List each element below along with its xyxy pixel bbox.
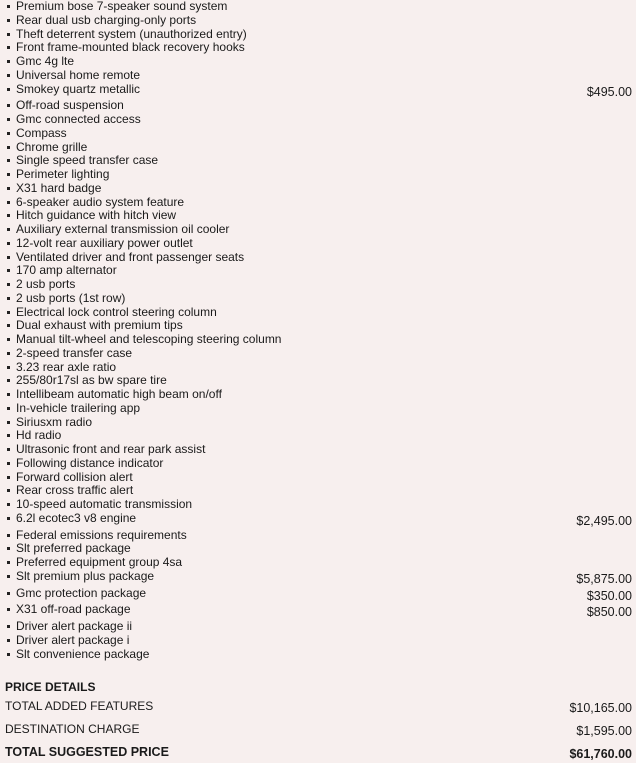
feature-label: Gmc protection package (16, 585, 147, 600)
bullet-icon (7, 5, 10, 8)
feature-item (0, 251, 636, 265)
bullet-icon (7, 256, 10, 259)
feature-label: Premium bose 7-speaker sound system (16, 0, 228, 13)
bullet-icon (7, 379, 10, 382)
destination-charge-label: DESTINATION CHARGE (5, 722, 140, 736)
feature-label: Ventilated driver and front passenger seats (16, 249, 245, 264)
feature-item (0, 113, 636, 127)
bullet-icon (7, 283, 10, 286)
feature-item (0, 570, 636, 587)
feature-item (0, 306, 636, 320)
feature-price: $5,875.00 (576, 571, 632, 586)
feature-label: 2 usb ports (1st row) (16, 290, 126, 305)
bullet-icon (7, 173, 10, 176)
feature-label: Single speed transfer case (16, 153, 159, 168)
bullet-icon (7, 297, 10, 300)
feature-label: In-vehicle trailering app (16, 400, 141, 415)
feature-label: Rear cross traffic alert (16, 483, 134, 498)
bullet-icon (7, 434, 10, 437)
bullet-icon (7, 201, 10, 204)
feature-item (0, 319, 636, 333)
total-suggested-price-row (0, 745, 636, 763)
feature-item (0, 347, 636, 361)
bullet-icon (7, 214, 10, 217)
feature-label: Theft deterrent system (unauthorized entry) (16, 26, 247, 41)
bullet-icon (7, 547, 10, 550)
feature-label: 255/80r17sl as bw spare tire (16, 373, 167, 388)
feature-item (0, 209, 636, 223)
feature-price: $850.00 (586, 605, 632, 620)
bullet-icon (7, 60, 10, 63)
feature-price: $495.00 (586, 84, 632, 99)
feature-label: Perimeter lighting (16, 167, 110, 181)
feature-item (0, 196, 636, 210)
bullet-icon (7, 159, 10, 162)
feature-label: Off-road suspension (16, 98, 124, 113)
feature-label: 170 amp alternator (16, 263, 117, 278)
feature-label: Driver alert package i (16, 632, 130, 647)
feature-label: Electrical lock control steering column (16, 304, 217, 319)
bullet-icon (7, 338, 10, 341)
feature-item (0, 28, 636, 42)
feature-item (0, 603, 636, 620)
feature-label: Chrome grille (16, 139, 88, 154)
feature-label: Following distance indicator (16, 455, 164, 470)
feature-item (0, 278, 636, 292)
feature-label: Preferred equipment group 4sa (16, 555, 183, 569)
feature-label: Intellibeam automatic high beam on/off (16, 387, 222, 401)
bullet-icon (7, 476, 10, 479)
feature-item (0, 292, 636, 306)
feature-item (0, 69, 636, 83)
total-added-features-row (0, 699, 636, 717)
feature-item (0, 83, 636, 100)
feature-label: Federal emissions requirements (16, 527, 187, 542)
feature-item (0, 512, 636, 529)
total-suggested-price-amount: $61,760.00 (569, 747, 632, 761)
feature-label: 6-speaker audio system feature (16, 194, 185, 209)
feature-item (0, 457, 636, 471)
feature-label: Auxiliary external transmission oil cooler (16, 222, 230, 236)
bullet-icon (7, 104, 10, 107)
bullet-icon (7, 639, 10, 642)
feature-label: Smokey quartz metallic (16, 81, 141, 96)
feature-label: 12-volt rear auxiliary power outlet (16, 235, 193, 250)
feature-label: Hd radio (16, 428, 62, 443)
feature-label: 6.2l ecotec3 v8 engine (16, 510, 137, 525)
bullet-icon (7, 146, 10, 149)
feature-item (0, 402, 636, 416)
bullet-icon (7, 118, 10, 121)
bullet-icon (7, 19, 10, 22)
feature-label: 2 usb ports (16, 277, 76, 291)
feature-item (0, 374, 636, 388)
feature-label: Slt convenience package (16, 646, 150, 661)
feature-item (0, 0, 636, 14)
feature-label: X31 hard badge (16, 180, 102, 195)
feature-item (0, 471, 636, 485)
feature-item (0, 182, 636, 196)
feature-item (0, 333, 636, 347)
bullet-icon (7, 561, 10, 564)
bullet-icon (7, 592, 10, 595)
bullet-icon (7, 653, 10, 656)
feature-price: $350.00 (586, 588, 632, 603)
destination-charge-row (0, 722, 636, 740)
bullet-icon (7, 462, 10, 465)
bullet-icon (7, 421, 10, 424)
feature-item (0, 41, 636, 55)
feature-label: Slt premium plus package (16, 568, 155, 583)
bullet-icon (7, 311, 10, 314)
bullet-icon (7, 324, 10, 327)
feature-label: Forward collision alert (16, 469, 133, 484)
feature-item (0, 542, 636, 556)
feature-label: Manual tilt-wheel and telescoping steering column (16, 332, 282, 346)
feature-item (0, 264, 636, 278)
feature-label: Front frame-mounted black recovery hooks (16, 40, 245, 55)
feature-item (0, 634, 636, 648)
feature-item (0, 14, 636, 28)
feature-label: Compass (16, 125, 67, 140)
feature-label: Gmc 4g lte (16, 54, 75, 68)
bullet-icon (7, 608, 10, 611)
bullet-icon (7, 242, 10, 245)
feature-item (0, 429, 636, 443)
feature-item (0, 587, 636, 604)
feature-label: Slt preferred package (16, 541, 131, 556)
bullet-icon (7, 228, 10, 231)
feature-price: $2,495.00 (576, 513, 632, 528)
feature-label: 10-speed automatic transmission (16, 497, 193, 511)
feature-item (0, 223, 636, 237)
bullet-icon (7, 74, 10, 77)
feature-item (0, 529, 636, 543)
bullet-icon (7, 517, 10, 520)
feature-label: Hitch guidance with hitch view (16, 208, 177, 223)
bullet-icon (7, 407, 10, 410)
price-details-title: PRICE DETAILS (5, 680, 96, 694)
feature-label: Dual exhaust with premium tips (16, 318, 183, 333)
feature-item (0, 361, 636, 375)
bullet-icon (7, 366, 10, 369)
feature-label: X31 off-road package (16, 602, 131, 617)
bullet-icon (7, 132, 10, 135)
feature-item (0, 99, 636, 113)
feature-label: Ultrasonic front and rear park assist (16, 442, 206, 456)
feature-item (0, 648, 636, 662)
bullet-icon (7, 393, 10, 396)
feature-item (0, 127, 636, 141)
bullet-icon (7, 489, 10, 492)
total-added-features-label: TOTAL ADDED FEATURES (5, 699, 154, 713)
bullet-icon (7, 448, 10, 451)
feature-item (0, 168, 636, 182)
feature-item (0, 484, 636, 498)
destination-charge-amount: $1,595.00 (576, 724, 632, 738)
bullet-icon (7, 352, 10, 355)
bullet-icon (7, 625, 10, 628)
bullet-icon (7, 46, 10, 49)
feature-label: 3.23 rear axle ratio (16, 359, 117, 374)
feature-item (0, 55, 636, 69)
feature-label: Siriusxm radio (16, 414, 93, 429)
feature-label: Driver alert package ii (16, 619, 133, 633)
bullet-icon (7, 534, 10, 537)
feature-item (0, 443, 636, 457)
feature-label: Gmc connected access (16, 112, 141, 126)
total-suggested-price-label: TOTAL SUGGESTED PRICE (5, 745, 169, 759)
feature-item (0, 141, 636, 155)
feature-item (0, 498, 636, 512)
feature-item (0, 416, 636, 430)
feature-item (0, 154, 636, 168)
bullet-icon (7, 269, 10, 272)
feature-item (0, 237, 636, 251)
feature-item (0, 556, 636, 570)
total-added-features-amount: $10,165.00 (569, 701, 632, 715)
feature-item (0, 388, 636, 402)
bullet-icon (7, 88, 10, 91)
feature-label: Rear dual usb charging-only ports (16, 12, 197, 27)
feature-label: 2-speed transfer case (16, 345, 133, 360)
bullet-icon (7, 575, 10, 578)
bullet-icon (7, 503, 10, 506)
bullet-icon (7, 33, 10, 36)
bullet-icon (7, 187, 10, 190)
feature-item (0, 620, 636, 634)
feature-label: Universal home remote (16, 67, 141, 82)
